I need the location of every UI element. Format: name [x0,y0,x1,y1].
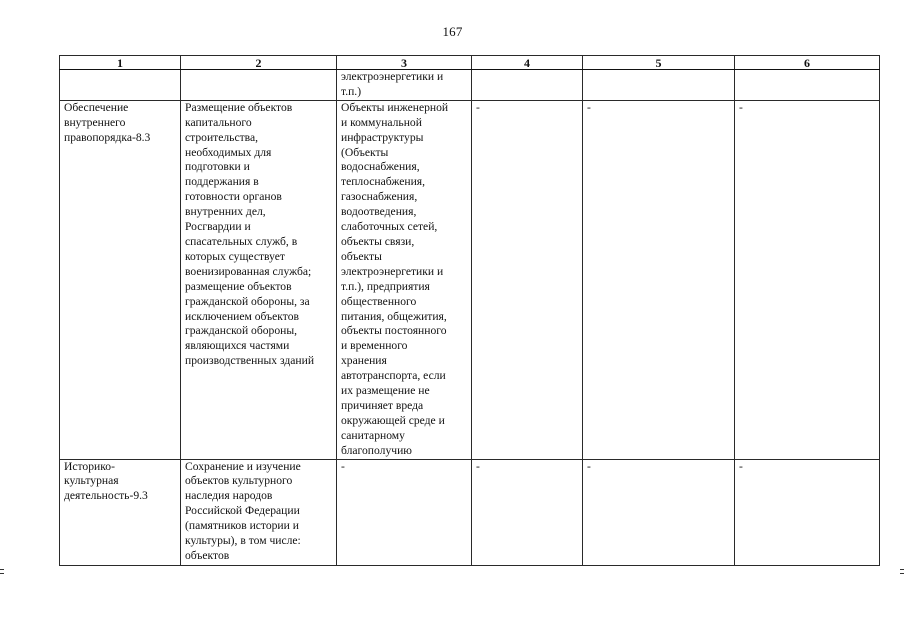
cell-description: Размещение объектов капитального строительства, необходимых для подготовки и поддержания в готовности органов внутренних дел, Росгвардии и спасательных служб, в которых существует военизированная служба; размещение объектов гражданской обороны, за исключением объектов гражданской обороны, являющихся частями производственных зданий [181,100,337,459]
scan-edge-mark-right [900,573,904,574]
page-number: 167 [442,24,463,39]
cell-col5: - [583,100,735,459]
column-header-6: 6 [735,56,880,70]
scan-edge-mark-left [0,573,4,574]
table-row [60,100,880,459]
cell-col4 [472,70,583,101]
cell-description: Сохранение и изучение объектов культурного наследия народов Российской Федерации (памятников истории и культуры), в том числе: объектов [181,459,337,565]
cell-activity-type [60,70,181,101]
cell-col4: - [472,100,583,459]
cell-col6: - [735,459,880,565]
column-header-3: 3 [337,56,472,70]
scan-edge-mark-right [900,569,904,570]
cell-description [181,70,337,101]
column-header-4: 4 [472,56,583,70]
cell-col5 [583,70,735,101]
cell-activity-type: Обеспечение внутреннего правопорядка-8.3 [60,100,181,459]
cell-permitted-objects: - [337,459,472,565]
cell-col4: - [472,459,583,565]
table-row [60,70,880,101]
column-header-5: 5 [583,56,735,70]
cell-col6 [735,70,880,101]
cell-activity-type: Историко- культурная деятельность-9.3 [60,459,181,565]
cell-col6: - [735,100,880,459]
regulation-table [59,55,880,566]
cell-permitted-objects: Объекты инженерной и коммунальной инфраструктуры (Объекты водоснабжения, теплоснабжения, газоснабжения, водоотведения, слаботочных сетей, объекты связи, объекты электроэнергетики и т.п.), предприятия общественного питания, общежития, объекты постоянного и временного хранения автотранспорта, если их размещение не причиняет вреда окружающей среде и санитарному благополучию [337,100,472,459]
column-header-1: 1 [60,56,181,70]
scan-edge-mark-left [0,569,4,570]
cell-permitted-objects: электроэнергетики и т.п.) [337,70,472,101]
table-header-row [60,56,880,70]
column-header-2: 2 [181,56,337,70]
cell-col5: - [583,459,735,565]
table-row [60,459,880,565]
